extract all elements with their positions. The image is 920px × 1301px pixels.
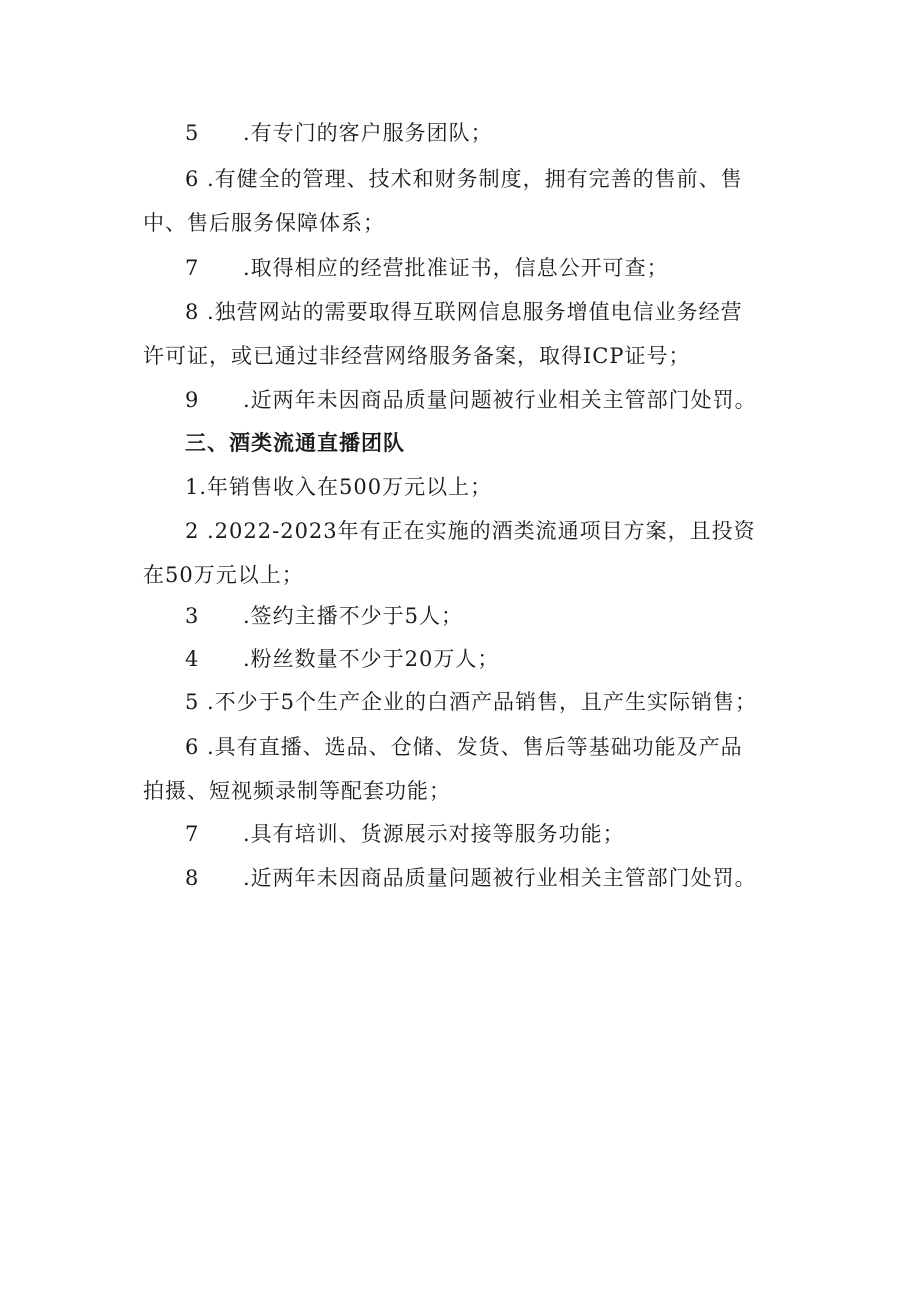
- item-text: .有专门的客户服务团队；: [243, 121, 493, 145]
- list-item: [185, 165, 835, 193]
- item-text: .近两年未因商品质量问题被行业相关主管部门处罚。: [243, 388, 757, 412]
- item-number: 6: [185, 735, 200, 759]
- list-item: [185, 733, 835, 761]
- list-item: [185, 645, 835, 673]
- list-item-continuation: 在50万元以上；: [143, 563, 304, 587]
- item-text: .近两年未因商品质量问题被行业相关主管部门处罚。: [243, 866, 757, 890]
- item-number: 5: [185, 121, 200, 145]
- section-heading: 三、酒类流通直播团队: [185, 431, 405, 455]
- list-item: [185, 386, 835, 414]
- item-text: 年销售收入在500万元以上；: [207, 475, 493, 499]
- list-item: [185, 820, 835, 848]
- item-number: 2: [185, 519, 200, 543]
- item-number: 9: [185, 388, 200, 412]
- item-number: 7: [185, 822, 200, 846]
- item-text: .有健全的管理、技术和财务制度，拥有完善的售前、售: [207, 167, 743, 191]
- list-item: [185, 298, 835, 326]
- list-item-continuation: 许可证，或已通过非经营网络服务备案，取得ICP证号；: [143, 344, 691, 368]
- item-number: 6: [185, 167, 200, 191]
- item-text: .2022-2023年有正在实施的酒类流通项目方案，且投资: [207, 519, 756, 543]
- list-item-continuation: 拍摄、短视频录制等配套功能；: [143, 779, 451, 803]
- item-text: .粉丝数量不少于20万人；: [243, 647, 500, 671]
- item-text: .不少于5个生产企业的白酒产品销售，且产生实际销售；: [207, 690, 758, 714]
- item-number: 8: [185, 300, 200, 324]
- item-number: 7: [185, 256, 200, 280]
- item-text: .独营网站的需要取得互联网信息服务增值电信业务经营: [207, 300, 743, 324]
- item-text: .取得相应的经营批准证书，信息公开可查；: [243, 256, 669, 280]
- list-item: [185, 517, 835, 545]
- item-number: 3: [185, 604, 200, 628]
- list-item-continuation: 中、售后服务保障体系；: [143, 211, 385, 235]
- list-item: [185, 254, 835, 282]
- list-item: [185, 602, 835, 630]
- list-item: [185, 119, 835, 147]
- list-item: [185, 688, 835, 716]
- item-number: 8: [185, 866, 200, 890]
- list-item: [185, 864, 835, 892]
- item-number: 4: [185, 647, 200, 671]
- item-number: 5: [185, 690, 200, 714]
- item-text: .具有直播、选品、仓储、发货、售后等基础功能及产品: [207, 735, 743, 759]
- item-number: 1.: [185, 475, 208, 499]
- list-item: [185, 473, 835, 501]
- item-text: .具有培训、货源展示对接等服务功能；: [243, 822, 625, 846]
- item-text: .签约主播不少于5人；: [243, 604, 464, 628]
